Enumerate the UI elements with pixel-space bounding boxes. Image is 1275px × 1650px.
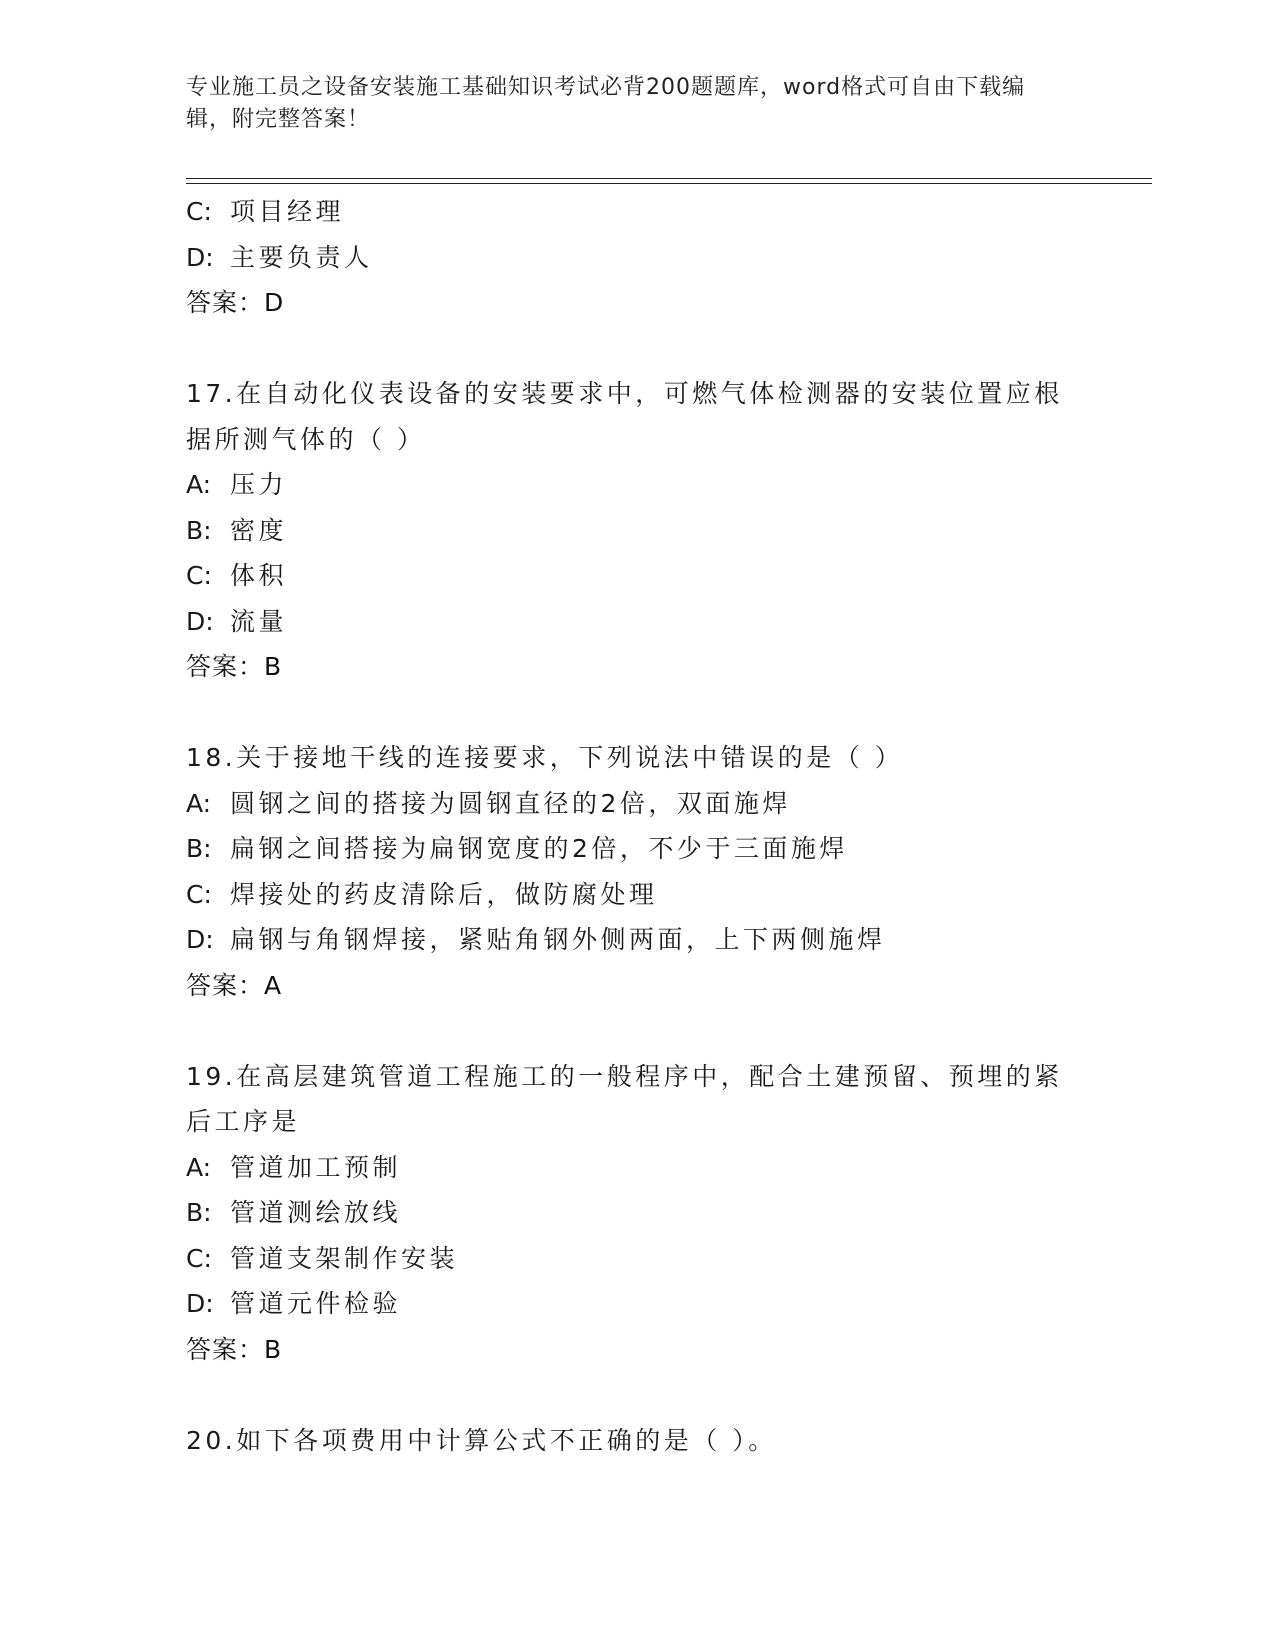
question-block-17 (186, 371, 1066, 690)
option-key: C: (186, 1243, 212, 1273)
option-d (186, 235, 1066, 281)
answer-line: 答案：A (186, 970, 283, 1000)
option-key: C: (186, 561, 212, 590)
option-key: D: (186, 606, 214, 636)
option-key: B: (186, 834, 212, 863)
question-block-16-continued (186, 189, 1066, 326)
option-a (186, 1145, 1066, 1191)
option-c (186, 1236, 1066, 1282)
question-stem: 18.关于接地干线的连接要求，下列说法中错误的是（ ） (186, 743, 904, 772)
option-b (186, 1190, 1066, 1236)
option-text: 管道加工预制 (230, 1152, 402, 1182)
answer-line: 答案：B (186, 1334, 283, 1364)
header-divider-bottom (186, 183, 1152, 184)
option-d (186, 599, 1066, 645)
answer-line: 答案：B (186, 652, 283, 681)
option-text: 管道元件检验 (230, 1289, 402, 1318)
question-stem: 17.在自动化仪表设备的安装要求中，可燃气体检测器的安装位置应根据所测气体的（ ） (186, 379, 1063, 454)
option-text: 圆钢之间的搭接为圆钢直径的2倍，双面施焊 (230, 788, 791, 818)
option-text: 管道测绘放线 (230, 1198, 402, 1227)
page-header-title: 专业施工员之设备安装施工基础知识考试必背200题题库，word格式可自由下载编辑，附完整答案！ (186, 75, 1026, 132)
question-stem: 20.如下各项费用中计算公式不正确的是（ ）。 (186, 1425, 777, 1455)
option-text: 管道支架制作安装 (230, 1243, 459, 1273)
option-key: C: (186, 197, 212, 226)
option-b (186, 826, 1066, 872)
option-text: 体积 (230, 561, 288, 590)
option-key: A: (186, 470, 212, 499)
option-a (186, 462, 1066, 508)
option-c (186, 189, 1066, 235)
option-d (186, 917, 1066, 963)
option-text: 密度 (230, 515, 288, 545)
option-key: D: (186, 242, 214, 272)
question-block-20 (186, 1418, 1066, 1464)
option-text: 主要负责人 (230, 242, 373, 272)
option-b (186, 508, 1066, 554)
header-divider-top (186, 178, 1152, 179)
question-list (186, 189, 1066, 1463)
option-a (186, 781, 1066, 827)
question-stem: 19.在高层建筑管道工程施工的一般程序中，配合土建预留、预埋的紧后工序是 (186, 1061, 1063, 1136)
option-text: 扁钢与角钢焊接，紧贴角钢外侧两面，上下两侧施焊 (230, 925, 886, 954)
option-key: A: (186, 1152, 212, 1182)
option-key: C: (186, 879, 212, 909)
question-block-19 (186, 1054, 1066, 1373)
option-c (186, 553, 1066, 599)
option-key: B: (186, 1198, 212, 1227)
option-key: A: (186, 788, 212, 818)
option-text: 压力 (230, 470, 288, 499)
option-d (186, 1281, 1066, 1327)
option-text: 扁钢之间搭接为扁钢宽度的2倍，不少于三面施焊 (230, 834, 848, 863)
option-text: 流量 (230, 606, 288, 636)
option-text: 项目经理 (230, 197, 345, 226)
answer-line: 答案：D (186, 288, 285, 317)
option-text: 焊接处的药皮清除后，做防腐处理 (230, 879, 658, 909)
option-key: D: (186, 925, 214, 954)
question-block-18 (186, 735, 1066, 1008)
option-key: D: (186, 1289, 214, 1318)
option-key: B: (186, 515, 212, 545)
option-c (186, 872, 1066, 918)
